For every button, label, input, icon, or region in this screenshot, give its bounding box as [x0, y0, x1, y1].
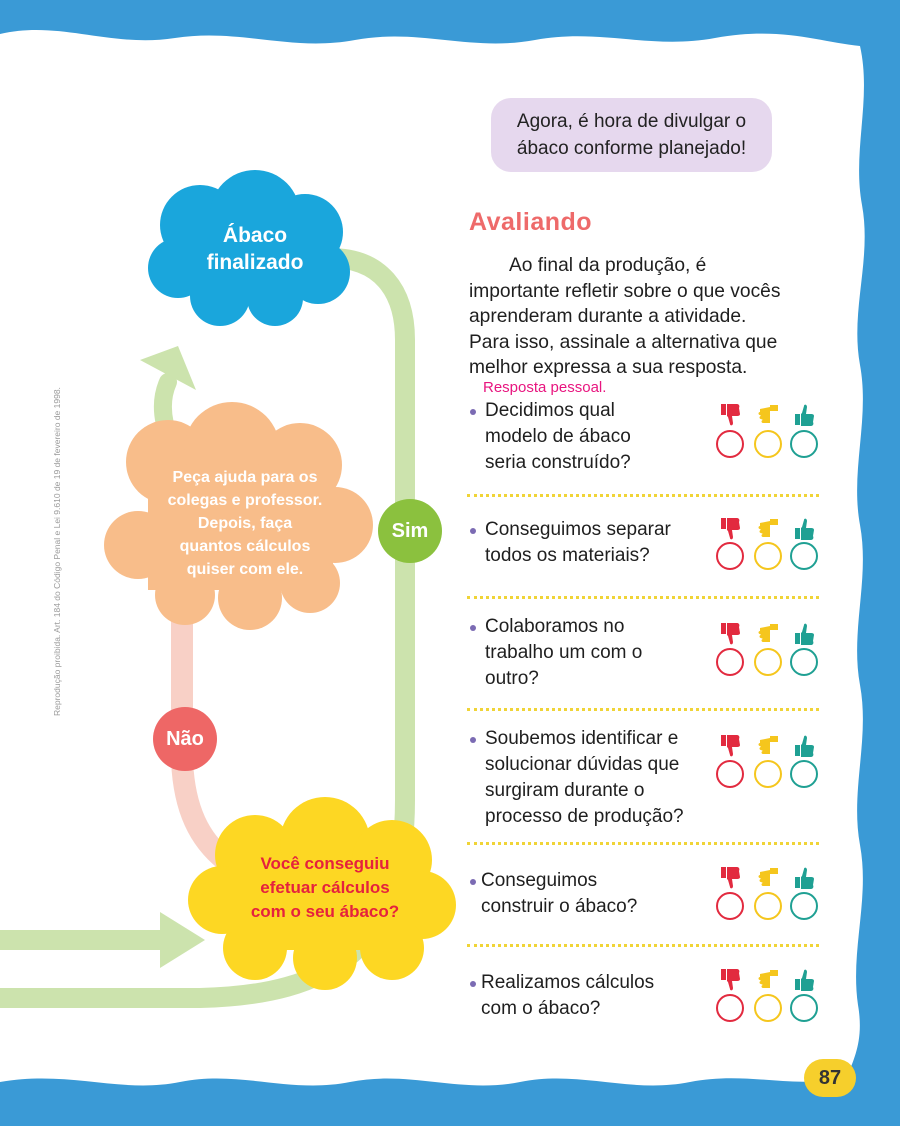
sim-label: Sim [391, 519, 429, 542]
rating-checkbox[interactable] [754, 760, 782, 788]
rating-checkbox[interactable] [716, 542, 744, 570]
evaluation-item-text [485, 398, 631, 476]
item-line: Decidimos qual [485, 400, 615, 421]
page-number: 87 [804, 1059, 856, 1097]
intro-line3: aprenderam durante a atividade. [469, 306, 747, 328]
rating-checkbox[interactable] [716, 892, 744, 920]
rating-checkbox[interactable] [754, 648, 782, 676]
item-divider [467, 494, 819, 497]
thumbs-sideways-icon [758, 866, 780, 895]
rating-checkbox[interactable] [754, 994, 782, 1022]
thumbs-up-icon [794, 734, 816, 763]
item-bullet [470, 737, 476, 743]
legal-note: Reprodução proibida. Art. 184 do Código Penal e Lei 9.610 de 19 de fevereiro de 1998. [52, 387, 62, 716]
item-line: Realizamos cálculos [481, 972, 655, 993]
item-line: surgiram durante o [485, 780, 645, 801]
item-bullet [470, 528, 476, 534]
cloud-finalizado-text: Ábaco finalizado [206, 224, 304, 274]
thumbs-sideways-icon [758, 622, 780, 651]
item-line: Conseguimos [481, 870, 598, 891]
item-divider [467, 944, 819, 947]
thumbs-down-icon [720, 403, 742, 432]
item-line: Conseguimos separar [485, 519, 671, 540]
section-title: Avaliando [469, 208, 593, 236]
thumbs-down-icon [720, 622, 742, 651]
intro-bubble-line1: Agora, é hora de divulgar o [516, 111, 747, 132]
item-line: Soubemos identificar e [485, 728, 679, 749]
evaluation-item-text [485, 517, 671, 569]
rating-checkbox[interactable] [716, 760, 744, 788]
rating-checkbox[interactable] [790, 760, 818, 788]
rating-checkbox[interactable] [754, 892, 782, 920]
nao-label: Não [166, 727, 204, 750]
intro-bubble [491, 98, 772, 172]
evaluation-item-text [485, 614, 642, 692]
thumbs-sideways-icon [758, 403, 780, 432]
rating-checkbox[interactable] [790, 430, 818, 458]
thumbs-up-icon [794, 622, 816, 651]
rating-checkbox[interactable] [790, 994, 818, 1022]
item-line: modelo de ábaco [485, 426, 631, 447]
item-bullet [470, 879, 476, 885]
thumbs-down-icon [720, 866, 742, 895]
item-bullet [470, 625, 476, 631]
item-line: trabalho um com o [485, 642, 643, 663]
thumbs-up-icon [794, 403, 816, 432]
thumbs-down-icon [720, 734, 742, 763]
cloud-ajuda-text: Peça ajuda para os colegas e professor. Depois, faça quantos cálculos quiser com ele. [167, 469, 323, 578]
intro-line5: melhor expressa a sua resposta. [469, 357, 748, 379]
item-divider [467, 842, 819, 845]
rating-checkbox[interactable] [790, 892, 818, 920]
item-divider [467, 708, 819, 711]
rating-checkbox[interactable] [790, 648, 818, 676]
cloud-pergunta-text: Você conseguiu efetuar cálculos com o seu ábaco? [250, 854, 400, 921]
thumbs-down-icon [720, 968, 742, 997]
item-bullet [470, 981, 476, 987]
intro-paragraph [469, 253, 829, 381]
intro-line1: Ao final da produção, é [509, 255, 707, 276]
thumbs-sideways-icon [758, 734, 780, 763]
item-line: todos os materiais? [485, 545, 650, 566]
item-line: processo de produção? [485, 806, 684, 827]
evaluation-item-text [485, 726, 684, 830]
evaluation-item-text [481, 868, 637, 920]
rating-checkbox[interactable] [716, 994, 744, 1022]
thumbs-up-icon [794, 968, 816, 997]
item-line: Colaboramos no [485, 616, 625, 637]
item-divider [467, 596, 819, 599]
rating-checkbox[interactable] [754, 542, 782, 570]
item-line: com o ábaco? [481, 998, 601, 1019]
item-line: seria construído? [485, 452, 631, 473]
rating-checkbox[interactable] [716, 648, 744, 676]
intro-line4: Para isso, assinale a alternativa que [469, 331, 778, 353]
thumbs-sideways-icon [758, 968, 780, 997]
thumbs-up-icon [794, 866, 816, 895]
item-line: construir o ábaco? [481, 896, 638, 917]
rating-checkbox[interactable] [754, 430, 782, 458]
evaluation-item-text [481, 970, 654, 1022]
rating-checkbox[interactable] [790, 542, 818, 570]
answer-note: Resposta pessoal. [483, 379, 607, 396]
item-line: outro? [485, 668, 539, 689]
intro-line2: importante refletir sobre o que vocês [469, 280, 781, 302]
intro-bubble-line2: ábaco conforme planejado! [516, 138, 747, 159]
item-bullet [470, 409, 476, 415]
item-line: solucionar dúvidas que [485, 754, 680, 775]
rating-checkbox[interactable] [716, 430, 744, 458]
